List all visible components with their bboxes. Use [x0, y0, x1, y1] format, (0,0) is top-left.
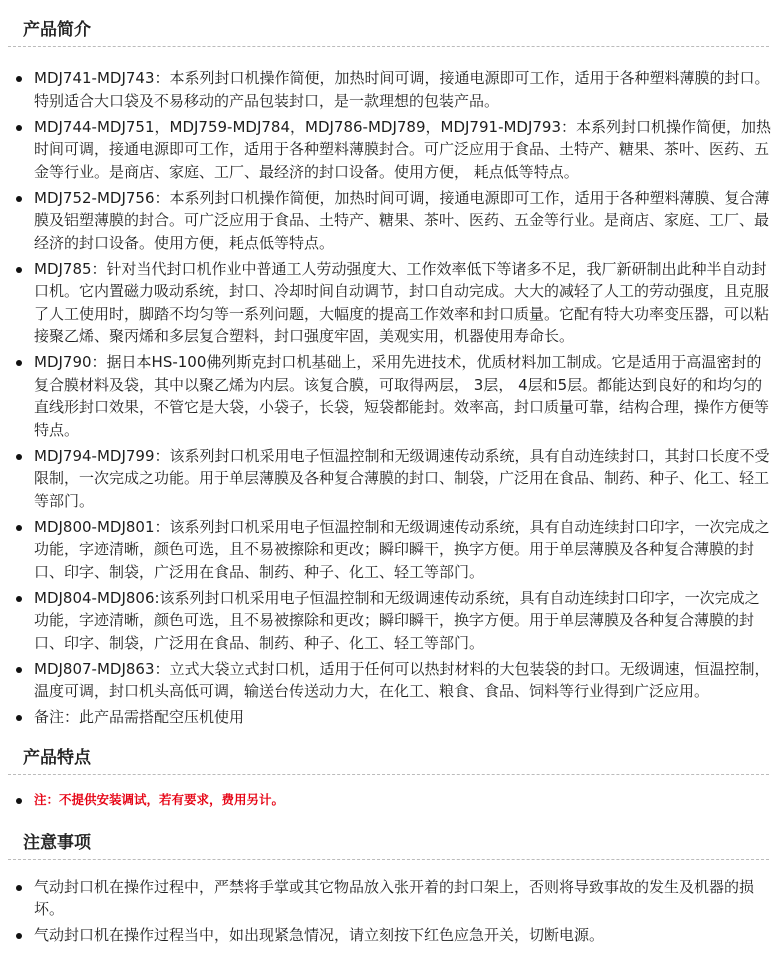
list-item — [0, 67, 773, 112]
list-item — [0, 706, 773, 729]
section-header — [8, 0, 769, 47]
list-item — [0, 187, 773, 255]
bullet-icon — [16, 125, 22, 131]
product-features-list — [0, 775, 773, 817]
list-item — [0, 658, 773, 703]
list-item-text: MDJ794-MDJ799：该系列封口机采用电子恒温控制和无级调速传动系统，具有自动连续封口，其封口长度不受限制，一次完成之功能。用于单层薄膜及各种复合薄膜的封口、制袋，广泛用在食品、制药、种子、化工、轻工等部门。 — [34, 446, 770, 510]
list-item — [0, 876, 773, 921]
list-item-text: MDJ752-MDJ756：本系列封口机操作简便，加热时间可调，接通电源即可工作，适用于各种塑料薄膜、复合薄膜及铝塑薄膜的封合。可广泛应用于食品、土特产、糖果、茶叶、医药、五金等行业。是商店、家庭、工厂、最经济的封口设备。使用方便，耗点低等特点。 — [34, 188, 770, 252]
list-item-text: 气动封口机在操作过程当中，如出现紧急情况，请立刻按下红色应急开关，切断电源。 — [34, 926, 605, 944]
bullet-icon — [16, 360, 22, 366]
list-item — [0, 587, 773, 655]
list-item — [0, 924, 773, 947]
list-item-text: MDJ744-MDJ751，MDJ759-MDJ784，MDJ786-MDJ789，MDJ791-MDJ793：本系列封口机操作简便，加热时间可调，接通电源即可工作，适用于各种塑料薄膜封合。可广泛应用于食品、土特产、糖果、茶叶、医药、五金等行业。是商店、家庭、工厂、最经济的封口设备。使用方便， 耗点低等特点。 — [34, 117, 772, 181]
product-intro-list — [0, 47, 773, 738]
list-item-text: 气动封口机在操作过程中，严禁将手掌或其它物品放入张开着的封口架上，否则将导致事故的发生及机器的损坏。 — [34, 877, 755, 918]
list-item-text: MDJ785：针对当代封口机作业中普通工人劳动强度大、工作效率低下等诸多不足，我厂新研制出此种半自动封口机。它内置磁力吸动系统，封口、冷却时间自动调节，封口自动完成。大大的减轻了人工的劳动强度，且克服了人工使用时，脚踏不均匀等一系列问题，大幅度的提高工作效率和封口质量。它配有特大功率变压器，可以粘接聚乙烯、聚丙烯和多层复合塑料，封口强度牢固，美观实用，机器使用寿命长。 — [34, 259, 770, 345]
list-item — [0, 445, 773, 513]
list-item-text: 备注：此产品需搭配空压机使用 — [34, 708, 245, 726]
precautions-list — [0, 860, 773, 957]
list-item-text: MDJ807-MDJ863：立式大袋立式封口机，适用于任何可以热封材料的大包装袋的封口。无级调速，恒温控制，温度可调，封口机头高低可调，输送台传送动力大，在化工、粮食、食品、饲料等行业得到广泛应用。 — [34, 659, 770, 700]
list-item-text: MDJ804-MDJ806:该系列封口机采用电子恒温控制和无级调速传动系统，具有自动连续封口印字，一次完成之功能，字迹清晰，颜色可选，且不易被擦除和更改；瞬印瞬干，换字方便。用于单层薄膜及各种复合薄膜的封口、印字、制袋，广泛用在食品、制药、种子、化工、轻工等部门。 — [34, 588, 760, 652]
list-item-text: MDJ741-MDJ743：本系列封口机操作简便，加热时间可调，接通电源即可工作，适用于各种塑料薄膜的封口。特别适合大口袋及不易移动的产品包装封口，是一款理想的包装产品。 — [34, 69, 770, 110]
list-item — [0, 116, 773, 184]
bullet-icon — [16, 933, 22, 939]
section-title: 注意事项 — [23, 832, 91, 853]
bullet-icon — [16, 267, 22, 273]
bullet-icon — [16, 798, 22, 804]
bullet-icon — [16, 454, 22, 460]
section-title: 产品特点 — [23, 748, 91, 768]
section-header — [8, 738, 769, 775]
list-item — [0, 258, 773, 348]
list-item — [0, 516, 773, 584]
section-title: 产品简介 — [23, 20, 91, 40]
bullet-icon — [16, 885, 22, 891]
list-item-text: MDJ790：据日本HS-100佛列斯克封口机基础上，采用先进技术，优质材料加工制成。它是适用于高温密封的复合膜材料及袋，其中以聚乙烯为内层。该复合膜，可取得两层， 3层， 4层和5层。都能达到良好的和均匀的直线形封口效果，不管它是大袋，小袋子，长袋，短袋都能封。效率高，封口质量可靠，结构合理，操作方便等特点。 — [34, 353, 770, 439]
section-header — [8, 817, 769, 860]
bullet-icon — [16, 76, 22, 82]
bullet-icon — [16, 196, 22, 202]
list-item-text: MDJ800-MDJ801：该系列封口机采用电子恒温控制和无级调速传动系统，具有自动连续封口印字，一次完成之功能，字迹清晰，颜色可选，且不易被擦除和更改；瞬印瞬干，换字方便。用于单层薄膜及各种复合薄膜的封口、印字、制袋，广泛用在食品、制药、种子、化工、轻工等部门。 — [34, 517, 770, 581]
bullet-icon — [16, 525, 22, 531]
section-product-features — [0, 738, 779, 817]
list-item — [0, 789, 773, 811]
list-item — [0, 351, 773, 441]
install-note: 注：不提供安装调试，若有要求，费用另计。 — [34, 792, 285, 807]
bullet-icon — [16, 667, 22, 673]
section-precautions — [0, 817, 779, 957]
bullet-icon — [16, 596, 22, 602]
bullet-icon — [16, 715, 22, 721]
